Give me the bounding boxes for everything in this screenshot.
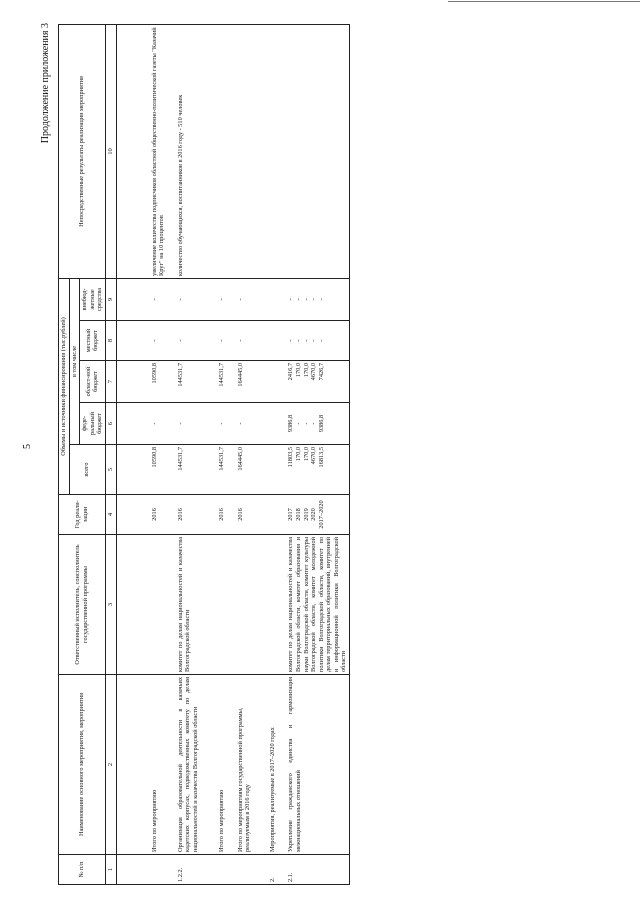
col-index: 5 bbox=[105, 445, 116, 495]
row-responsible bbox=[253, 535, 278, 675]
row-total: 144531,7 bbox=[167, 445, 201, 495]
col-index: 10 bbox=[105, 24, 116, 278]
total-value: 170,0 bbox=[302, 447, 310, 462]
local-value: - bbox=[310, 339, 318, 342]
fed-value: 9386,8 bbox=[317, 414, 325, 433]
row-extra: - bbox=[167, 278, 201, 320]
col-index: 7 bbox=[105, 361, 116, 403]
row-feds bbox=[277, 403, 349, 445]
row-total: 164445,0 bbox=[227, 445, 253, 495]
col-index: 2 bbox=[105, 675, 116, 855]
header-name: Наименование основного мероприятия, мероприятия bbox=[59, 675, 106, 855]
fed-value: - bbox=[302, 422, 310, 425]
row-responsible bbox=[200, 535, 227, 675]
row-reg: 10590,8 bbox=[116, 361, 167, 403]
total-value: 4670,0 bbox=[310, 447, 318, 465]
row-num: 2. bbox=[253, 855, 278, 885]
header-local: местный бюджет bbox=[80, 321, 106, 361]
total-value: 11803,5 bbox=[287, 447, 295, 468]
row-fed: - bbox=[116, 403, 167, 445]
header-fed: феде-ральный бюджет bbox=[80, 403, 106, 445]
row-locals bbox=[277, 321, 349, 361]
header-results: Непосредственные результаты реализации мероприятия bbox=[59, 24, 106, 278]
row-year: 2016 bbox=[227, 495, 253, 535]
row-num bbox=[116, 855, 167, 885]
local-value: - bbox=[295, 339, 302, 342]
row-year bbox=[253, 495, 278, 535]
row-results bbox=[200, 24, 227, 278]
row-extra: - bbox=[116, 278, 167, 320]
col-index: 6 bbox=[105, 403, 116, 445]
row-num: 2.1. bbox=[277, 855, 349, 885]
table-row bbox=[277, 24, 349, 884]
extra-value: - bbox=[287, 298, 295, 301]
fed-value: - bbox=[310, 422, 318, 425]
row-extras bbox=[277, 278, 349, 320]
header-incl: в том числе bbox=[69, 278, 80, 444]
row-fed bbox=[253, 403, 278, 445]
reg-value: 170,0 bbox=[302, 363, 310, 378]
column-index-row bbox=[105, 24, 116, 884]
row-num bbox=[227, 855, 253, 885]
row-results bbox=[253, 24, 278, 278]
header-year: Год реали-зации bbox=[59, 495, 106, 535]
row-name: Укрепление гражданского единства и гармонизация межнациональных отношений bbox=[277, 675, 349, 855]
table-row bbox=[116, 24, 167, 884]
row-total: 10590,8 bbox=[116, 445, 167, 495]
local-value: - bbox=[317, 339, 325, 342]
year-value: 2018 bbox=[295, 508, 302, 521]
row-responsible bbox=[116, 535, 167, 675]
fed-value: - bbox=[295, 422, 302, 425]
row-results: количество обучающихся, воспитанников в 2016 году - 510 человек bbox=[167, 24, 201, 278]
appendix-title: Продолжение приложения 3 bbox=[40, 23, 51, 144]
row-name: Итого по мероприятию bbox=[200, 675, 227, 855]
row-local bbox=[253, 321, 278, 361]
header-num: № п/п bbox=[59, 855, 106, 885]
header-responsible: Ответственный исполнитель, соисполнитель государственной программы bbox=[59, 535, 106, 675]
row-total bbox=[253, 445, 278, 495]
row-year: 2016 bbox=[116, 495, 167, 535]
row-local: - bbox=[200, 321, 227, 361]
table-row bbox=[200, 24, 227, 884]
row-reg: 144531,7 bbox=[200, 361, 227, 403]
row-local: - bbox=[227, 321, 253, 361]
row-reg bbox=[253, 361, 278, 403]
extra-value: - bbox=[317, 298, 325, 301]
table-row bbox=[253, 24, 278, 884]
reg-value: 7426,7 bbox=[317, 363, 325, 381]
header-funding: Объемы и источники финансирования (тыс.рублей) bbox=[59, 278, 70, 494]
reg-value: 4670,0 bbox=[310, 363, 318, 381]
page-number: 5 bbox=[22, 444, 33, 449]
row-reg: 144531,7 bbox=[167, 361, 201, 403]
row-year: 2016 bbox=[200, 495, 227, 535]
row-years bbox=[277, 495, 349, 535]
total-value: 16813,5 bbox=[317, 447, 325, 468]
col-index: 9 bbox=[105, 278, 116, 320]
row-results: увеличение количества подписчиков областной общественно-политической газеты "Казачий Круг" на 10 процентов bbox=[116, 24, 167, 278]
col-index: 4 bbox=[105, 495, 116, 535]
row-name: Итого по мероприятию bbox=[116, 675, 167, 855]
row-responsible bbox=[227, 535, 253, 675]
extra-value: - bbox=[302, 298, 310, 301]
rotated-document bbox=[40, 15, 610, 885]
year-value: 2020 bbox=[310, 508, 318, 521]
row-local: - bbox=[116, 321, 167, 361]
row-extra bbox=[253, 278, 278, 320]
header-extra: внебюд-жетные средства bbox=[80, 278, 106, 320]
row-fed: - bbox=[227, 403, 253, 445]
row-name: Итого по мероприятиям государственной программы, реализуемым в 2016 году bbox=[227, 675, 253, 855]
row-year: 2016 bbox=[167, 495, 201, 535]
fed-value: 9386,8 bbox=[287, 414, 295, 433]
row-fed: - bbox=[167, 403, 201, 445]
row-extra: - bbox=[227, 278, 253, 320]
reg-value: 170,0 bbox=[295, 363, 302, 378]
col-index: 3 bbox=[105, 535, 116, 675]
year-value: 2017 bbox=[287, 508, 295, 521]
row-num: 1.2.2. bbox=[167, 855, 201, 885]
total-value: 170,0 bbox=[295, 447, 302, 462]
extra-value: - bbox=[295, 298, 302, 301]
local-value: - bbox=[302, 339, 310, 342]
table-row bbox=[227, 24, 253, 884]
reg-value: 2416,7 bbox=[287, 363, 295, 381]
top-rule bbox=[448, 1, 640, 2]
year-value: 2017–2020 bbox=[317, 500, 325, 529]
row-responsible: комитет по делам национальностей и казачества Волгоградской области, комитет образования и науки Волгоградской области, комитет культуры Волгоградской области, комитет молодежной политики Волгоградской области, комитет по делам территориальных образований, внутренней и информационной политики Волгоградской области bbox=[277, 535, 349, 675]
row-name: Мероприятия, реализуемые в 2017–2020 годах bbox=[253, 675, 278, 855]
col-index: 1 bbox=[105, 855, 116, 885]
table-row bbox=[167, 24, 201, 884]
row-responsible: комитет по делам национальностей и казачества Волгоградской области bbox=[167, 535, 201, 675]
local-value: - bbox=[287, 339, 295, 342]
header-total: всего bbox=[69, 445, 105, 495]
row-num bbox=[200, 855, 227, 885]
col-index: 8 bbox=[105, 321, 116, 361]
row-regs bbox=[277, 361, 349, 403]
program-table bbox=[58, 24, 350, 885]
row-name: Организация образовательной деятельности в казачьих кадетских корпусах, подведомственных комитету по делам национальностей и казачества Волгоградской области bbox=[167, 675, 201, 855]
extra-value: - bbox=[310, 298, 318, 301]
row-results bbox=[277, 24, 349, 278]
row-fed: - bbox=[200, 403, 227, 445]
row-results bbox=[227, 24, 253, 278]
header-reg: област-ной бюджет bbox=[80, 361, 106, 403]
row-totals bbox=[277, 445, 349, 495]
row-extra: - bbox=[200, 278, 227, 320]
row-reg: 164445,0 bbox=[227, 361, 253, 403]
row-total: 144531,7 bbox=[200, 445, 227, 495]
row-local: - bbox=[167, 321, 201, 361]
year-value: 2019 bbox=[302, 508, 310, 521]
